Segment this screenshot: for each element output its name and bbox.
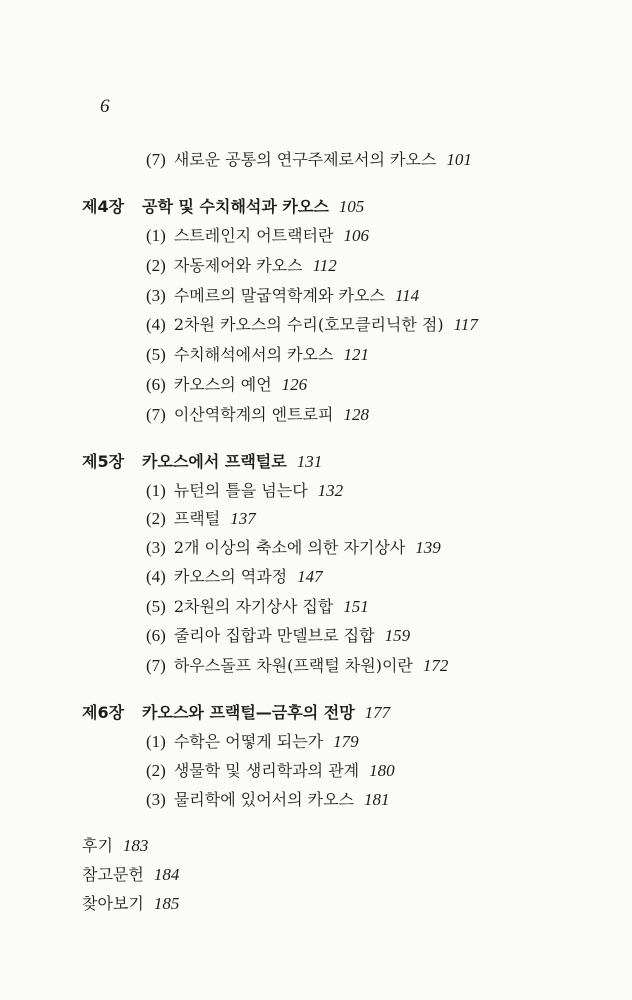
section-index: (1) xyxy=(146,226,166,245)
section-index: (3) xyxy=(146,790,166,809)
section-title: 2차원의 자기상사 집합 xyxy=(173,597,334,616)
toc-section xyxy=(146,374,307,396)
page-ref: 117 xyxy=(453,315,478,334)
section-index: (1) xyxy=(146,481,166,500)
toc-section xyxy=(146,789,390,811)
page-ref: 139 xyxy=(415,538,441,557)
toc-section xyxy=(146,655,448,677)
page-ref: 172 xyxy=(422,656,449,675)
toc-chapter xyxy=(82,451,322,473)
toc-chapter xyxy=(82,196,364,218)
toc-section xyxy=(146,566,323,588)
toc-section xyxy=(146,285,419,307)
section-index: (6) xyxy=(146,626,166,645)
chapter-label: 제5장 xyxy=(82,452,125,471)
page-ref: 112 xyxy=(312,256,337,275)
section-title: 뉴턴의 틀을 넘는다 xyxy=(173,481,308,500)
toc-section xyxy=(146,480,343,502)
page-ref: 185 xyxy=(153,894,180,913)
toc-section xyxy=(146,314,478,336)
toc-section xyxy=(146,255,337,277)
backmatter-title: 참고문헌 xyxy=(82,865,144,884)
section-title: 스트레인지 어트랙터란 xyxy=(173,226,334,245)
page-ref: 137 xyxy=(230,509,256,528)
section-title: 수메르의 말굽역학계와 카오스 xyxy=(173,286,385,305)
section-index: (7) xyxy=(146,405,166,424)
page-ref: 159 xyxy=(384,626,411,645)
toc-backmatter xyxy=(82,835,148,857)
section-index: (5) xyxy=(146,597,166,616)
section-index: (5) xyxy=(146,345,166,364)
page-ref: 106 xyxy=(343,226,369,245)
section-title: 카오스의 예언 xyxy=(173,375,272,394)
toc-backmatter xyxy=(82,864,179,886)
toc-section xyxy=(146,625,410,647)
section-index: (2) xyxy=(146,761,166,780)
section-index: (7) xyxy=(146,656,166,675)
section-title: 생물학 및 생리학과의 관계 xyxy=(173,761,360,780)
backmatter-title: 후기 xyxy=(82,836,113,855)
section-title: 줄리아 집합과 만델브로 집합 xyxy=(173,626,375,645)
page-ref: 121 xyxy=(343,345,369,364)
section-index: (4) xyxy=(146,567,166,586)
page-ref: 177 xyxy=(364,703,391,722)
backmatter-title: 찾아보기 xyxy=(82,894,144,913)
page-ref: 132 xyxy=(317,481,344,500)
section-title: 수학은 어떻게 되는가 xyxy=(173,732,324,751)
section-title: 자동제어와 카오스 xyxy=(173,256,303,275)
section-title: 2차원 카오스의 수리(호모클리닉한 점) xyxy=(173,315,444,334)
section-index: (3) xyxy=(146,286,166,305)
toc-section xyxy=(146,731,359,753)
toc-section xyxy=(146,225,369,247)
section-index: (3) xyxy=(146,538,166,557)
page-ref: 105 xyxy=(338,197,365,216)
section-title: 수치해석에서의 카오스 xyxy=(173,345,334,364)
section-index: (2) xyxy=(146,256,166,275)
section-title: 하우스돌프 차원(프랙털 차원)이란 xyxy=(173,656,413,675)
toc-chapter xyxy=(82,702,390,724)
toc-section xyxy=(146,344,369,366)
page-ref: 181 xyxy=(364,790,390,809)
page-ref: 180 xyxy=(369,761,395,780)
toc-backmatter xyxy=(82,893,179,915)
section-title: 카오스의 역과정 xyxy=(173,567,288,586)
section-index: (7) xyxy=(146,150,166,169)
page-ref: 184 xyxy=(153,865,180,884)
section-index: (6) xyxy=(146,375,166,394)
chapter-title: 카오스에서 프랙털로 xyxy=(142,452,287,471)
section-title: 프랙털 xyxy=(173,509,221,528)
section-index: (1) xyxy=(146,732,166,751)
page-ref: 126 xyxy=(281,375,308,394)
section-index: (4) xyxy=(146,315,166,334)
section-index: (2) xyxy=(146,509,166,528)
page-ref: 101 xyxy=(446,150,472,169)
section-title: 새로운 공통의 연구주제로서의 카오스 xyxy=(173,150,437,169)
toc-section xyxy=(146,760,395,782)
page-ref: 128 xyxy=(343,405,369,424)
toc-section xyxy=(146,596,369,618)
page-ref: 183 xyxy=(122,836,149,855)
section-title: 2개 이상의 축소에 의한 자기상사 xyxy=(173,538,406,557)
chapter-label: 제4장 xyxy=(82,197,125,216)
page-number: 6 xyxy=(100,96,110,117)
page-ref: 131 xyxy=(296,452,323,471)
page-ref: 179 xyxy=(333,732,359,751)
chapter-label: 제6장 xyxy=(82,703,125,722)
section-title: 이산역학계의 엔트로피 xyxy=(173,405,334,424)
toc-section xyxy=(146,404,369,426)
section-title: 물리학에 있어서의 카오스 xyxy=(173,790,355,809)
chapter-title: 공학 및 수치해석과 카오스 xyxy=(142,197,329,216)
page-ref: 147 xyxy=(297,567,323,586)
page-ref: 151 xyxy=(343,597,369,616)
toc-section xyxy=(146,508,256,530)
page-ref: 114 xyxy=(394,286,420,305)
toc-section xyxy=(146,149,472,171)
toc-section xyxy=(146,537,441,559)
chapter-title: 카오스와 프랙털—금후의 전망 xyxy=(142,703,355,722)
